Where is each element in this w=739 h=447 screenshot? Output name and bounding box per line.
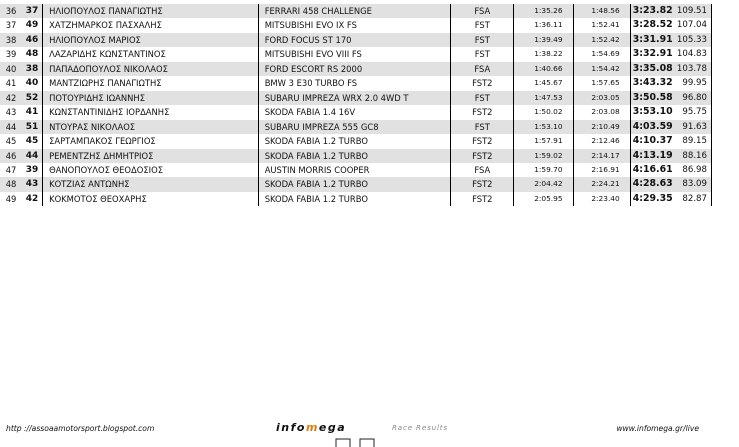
total-time-cell: 3:31.91 — [630, 33, 673, 47]
class-cell: FSA — [451, 62, 514, 76]
avg-speed-cell: 86.98 — [673, 163, 712, 177]
run2-time-cell: 2:14.17 — [573, 149, 630, 163]
car-model-cell: FORD FOCUS ST 170 — [258, 33, 451, 47]
car-number-cell: 51 — [22, 120, 43, 134]
avg-speed-cell: 99.95 — [673, 76, 712, 90]
table-row — [0, 18, 712, 32]
car-model-cell: SUBARU IMPREZA 555 GC8 — [258, 120, 451, 134]
class-cell: FST2 — [451, 149, 514, 163]
run1-time-cell: 1:47.53 — [514, 91, 573, 105]
avg-speed-cell: 83.09 — [673, 177, 712, 191]
car-number-cell: 48 — [22, 47, 43, 61]
position-cell: 47 — [0, 163, 22, 177]
run2-time-cell: 1:52.41 — [573, 18, 630, 32]
position-cell: 39 — [0, 47, 22, 61]
run2-time-cell: 1:48.56 — [573, 4, 630, 18]
table-row — [0, 91, 712, 105]
total-time-cell: 4:16.61 — [630, 163, 673, 177]
class-cell: FST — [451, 91, 514, 105]
total-time-cell: 4:03.59 — [630, 120, 673, 134]
table-row — [0, 192, 712, 206]
results-table — [0, 4, 712, 206]
car-number-cell: 52 — [22, 91, 43, 105]
position-cell: 38 — [0, 33, 22, 47]
class-cell: FST — [451, 120, 514, 134]
run1-time-cell: 1:36.11 — [514, 18, 573, 32]
run1-time-cell: 1:39.49 — [514, 33, 573, 47]
logo-text-post: ega — [318, 421, 347, 434]
footer-blog-link[interactable]: http ://assoaamotorsport.blogspot.com — [6, 424, 155, 433]
car-model-cell: SKODA FABIA 1.2 TURBO — [258, 177, 451, 191]
table-row — [0, 76, 712, 90]
class-cell: FST2 — [451, 105, 514, 119]
run2-time-cell: 2:03.08 — [573, 105, 630, 119]
run1-time-cell: 1:59.70 — [514, 163, 573, 177]
avg-speed-cell: 82.87 — [673, 192, 712, 206]
run1-time-cell: 1:57.91 — [514, 134, 573, 148]
table-row — [0, 33, 712, 47]
position-cell: 49 — [0, 192, 22, 206]
avg-speed-cell: 95.75 — [673, 105, 712, 119]
class-cell: FSA — [451, 4, 514, 18]
position-cell: 37 — [0, 18, 22, 32]
car-number-cell: 49 — [22, 18, 43, 32]
car-number-cell: 40 — [22, 76, 43, 90]
class-cell: FST2 — [451, 192, 514, 206]
run2-time-cell: 1:54.69 — [573, 47, 630, 61]
class-cell: FSA — [451, 163, 514, 177]
table-row — [0, 134, 712, 148]
car-model-cell: SKODA FABIA 1.4 16V — [258, 105, 451, 119]
run2-time-cell: 2:24.21 — [573, 177, 630, 191]
total-time-cell: 4:29.35 — [630, 192, 673, 206]
footer-live-link[interactable]: www.infomega.gr/live — [616, 424, 699, 433]
total-time-cell: 3:32.91 — [630, 47, 673, 61]
class-cell: FST — [451, 33, 514, 47]
driver-name-cell: ΘΑΝΟΠΟΥΛΟΣ ΘΕΟΔΟΣΙΟΣ — [43, 163, 259, 177]
avg-speed-cell: 103.78 — [673, 62, 712, 76]
class-cell: FST2 — [451, 76, 514, 90]
car-number-cell: 37 — [22, 4, 43, 18]
run2-time-cell: 2:12.46 — [573, 134, 630, 148]
car-number-cell: 45 — [22, 134, 43, 148]
table-row — [0, 177, 712, 191]
driver-name-cell: ΠΑΠΑΔΟΠΟΥΛΟΣ ΝΙΚΟΛΑΟΣ — [43, 62, 259, 76]
driver-name-cell: ΛΑΖΑΡΙΔΗΣ ΚΩΝΣΤΑΝΤΙΝΟΣ — [43, 47, 259, 61]
run1-time-cell: 2:04.42 — [514, 177, 573, 191]
class-cell: FST2 — [451, 134, 514, 148]
driver-name-cell: ΧΑΤΖΗΜΑΡΚΟΣ ΠΑΣΧΑΛΗΣ — [43, 18, 259, 32]
class-cell: FST2 — [451, 177, 514, 191]
table-row — [0, 4, 712, 18]
run1-time-cell: 1:45.67 — [514, 76, 573, 90]
driver-name-cell: ΚΟΚΜΟΤΟΣ ΘΕΟΧΑΡΗΣ — [43, 192, 259, 206]
page-navigation-icon[interactable] — [335, 437, 375, 447]
run2-time-cell: 1:54.42 — [573, 62, 630, 76]
car-model-cell: BMW 3 E30 TURBO FS — [258, 76, 451, 90]
avg-speed-cell: 96.80 — [673, 91, 712, 105]
total-time-cell: 3:43.32 — [630, 76, 673, 90]
car-number-cell: 38 — [22, 62, 43, 76]
table-row — [0, 62, 712, 76]
run1-time-cell: 1:53.10 — [514, 120, 573, 134]
class-cell: FST — [451, 47, 514, 61]
table-row — [0, 105, 712, 119]
logo-text-pre: info — [276, 421, 306, 434]
table-row — [0, 47, 712, 61]
results-body — [0, 4, 712, 206]
position-cell: 45 — [0, 134, 22, 148]
run2-time-cell: 2:10.49 — [573, 120, 630, 134]
total-time-cell: 4:13.19 — [630, 149, 673, 163]
table-row — [0, 120, 712, 134]
car-model-cell: AUSTIN MORRIS COOPER — [258, 163, 451, 177]
car-number-cell: 44 — [22, 149, 43, 163]
position-cell: 36 — [0, 4, 22, 18]
car-number-cell: 39 — [22, 163, 43, 177]
driver-name-cell: ΡΕΜΕΝΤΖΗΣ ΔΗΜΗΤΡΙΟΣ — [43, 149, 259, 163]
total-time-cell: 3:35.08 — [630, 62, 673, 76]
total-time-cell: 3:28.52 — [630, 18, 673, 32]
run2-time-cell: 1:52.42 — [573, 33, 630, 47]
avg-speed-cell: 104.83 — [673, 47, 712, 61]
run1-time-cell: 1:40.66 — [514, 62, 573, 76]
position-cell: 42 — [0, 91, 22, 105]
position-cell: 41 — [0, 76, 22, 90]
avg-speed-cell: 91.63 — [673, 120, 712, 134]
run1-time-cell: 1:35.26 — [514, 4, 573, 18]
run2-time-cell: 2:23.40 — [573, 192, 630, 206]
total-time-cell: 3:23.82 — [630, 4, 673, 18]
infomega-logo — [276, 421, 346, 434]
logo-text-accent: m — [305, 421, 319, 434]
avg-speed-cell: 89.15 — [673, 134, 712, 148]
driver-name-cell: ΚΟΤΖΙΑΣ ΑΝΤΩΝΗΣ — [43, 177, 259, 191]
avg-speed-cell: 88.16 — [673, 149, 712, 163]
run2-time-cell: 2:03.05 — [573, 91, 630, 105]
car-model-cell: SKODA FABIA 1.2 TURBO — [258, 134, 451, 148]
car-number-cell: 41 — [22, 105, 43, 119]
car-model-cell: SKODA FABIA 1.2 TURBO — [258, 192, 451, 206]
car-number-cell: 46 — [22, 33, 43, 47]
position-cell: 46 — [0, 149, 22, 163]
run1-time-cell: 1:38.22 — [514, 47, 573, 61]
car-model-cell: FERRARI 458 CHALLENGE — [258, 4, 451, 18]
logo-subtitle: Race Results — [392, 423, 448, 432]
driver-name-cell: ΝΤΟΥΡΑΣ ΝΙΚΟΛΑΟΣ — [43, 120, 259, 134]
driver-name-cell: ΗΛΙΟΠΟΥΛΟΣ ΠΑΝΑΓΙΩΤΗΣ — [43, 4, 259, 18]
position-cell: 48 — [0, 177, 22, 191]
driver-name-cell: ΠΟΤΟΥΡΙΔΗΣ ΙΩΑΝΝΗΣ — [43, 91, 259, 105]
total-time-cell: 3:53.10 — [630, 105, 673, 119]
driver-name-cell: ΚΩΝΣΤΑΝΤΙΝΙΔΗΣ ΙΟΡΔΑΝΗΣ — [43, 105, 259, 119]
avg-speed-cell: 107.04 — [673, 18, 712, 32]
table-row — [0, 163, 712, 177]
run1-time-cell: 1:50.02 — [514, 105, 573, 119]
table-row — [0, 149, 712, 163]
car-model-cell: SUBARU IMPREZA WRX 2.0 4WD T — [258, 91, 451, 105]
run1-time-cell: 1:59.02 — [514, 149, 573, 163]
position-cell: 40 — [0, 62, 22, 76]
car-model-cell: SKODA FABIA 1.2 TURBO — [258, 149, 451, 163]
class-cell: FST — [451, 18, 514, 32]
run2-time-cell: 2:16.91 — [573, 163, 630, 177]
position-cell: 43 — [0, 105, 22, 119]
car-number-cell: 43 — [22, 177, 43, 191]
car-number-cell: 42 — [22, 192, 43, 206]
avg-speed-cell: 105.33 — [673, 33, 712, 47]
total-time-cell: 3:50.58 — [630, 91, 673, 105]
driver-name-cell: ΜΑΝΤΖΙΩΡΗΣ ΠΑΝΑΓΙΩΤΗΣ — [43, 76, 259, 90]
car-model-cell: FORD ESCORT RS 2000 — [258, 62, 451, 76]
driver-name-cell: ΗΛΙΟΠΟΥΛΟΣ ΜΑΡΙΟΣ — [43, 33, 259, 47]
run1-time-cell: 2:05.95 — [514, 192, 573, 206]
total-time-cell: 4:10.37 — [630, 134, 673, 148]
car-model-cell: MITSUBISHI EVO VIII FS — [258, 47, 451, 61]
run2-time-cell: 1:57.65 — [573, 76, 630, 90]
total-time-cell: 4:28.63 — [630, 177, 673, 191]
driver-name-cell: ΣΑΡΤΑΜΠΑΚΟΣ ΓΕΩΡΓΙΟΣ — [43, 134, 259, 148]
avg-speed-cell: 109.51 — [673, 4, 712, 18]
car-model-cell: MITSUBISHI EVO IX FS — [258, 18, 451, 32]
position-cell: 44 — [0, 120, 22, 134]
